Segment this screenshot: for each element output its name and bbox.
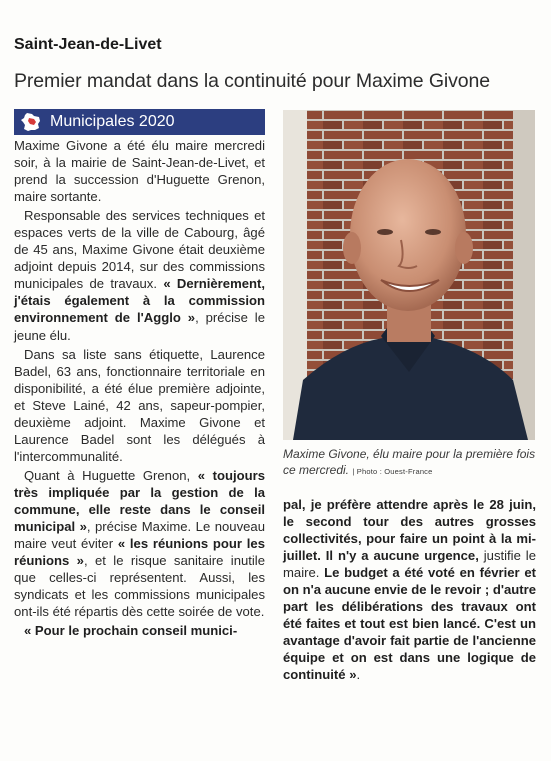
portrait-photo — [283, 110, 535, 440]
quote-grenon: « toujours très impliquée par la gestion de la commune, elle reste dans le conseil municipal » — [14, 467, 266, 535]
article-headline: Premier mandat dans la continuité pour Maxime Givone — [14, 70, 491, 92]
photo-credit: | Photo : Ouest-France — [352, 467, 433, 476]
paragraph-3: Dans sa liste sans étiquette, Laurence Badel, 63 ans, fonctionnaire territoriale en disponibilité, a été élue première adjointe, et Steve Lainé, 42 ans, sapeur-pompier, deuxième adjoint. Maxime Givone et Laurence Badel sont les délégués à l'intercommunalité. — [14, 346, 265, 464]
paragraph-5-continued: pal, je préfère attendre après le 28 juin, le second tour des autres grosses collectivités, pour faire un point à la mi-juillet. Il n'y a aucune urgence, justifie le maire. Le budget a été voté en février et on n'a aucune envie de le revoir ; d'autre part les délibérations des travaux ont été faites et tout est bien lancé. C'est un avantage d'avoir fait partie de l'ancienne équipe et on est dans une logique de continuité ». — [283, 497, 536, 683]
paragraph-5-start: « Pour le prochain conseil munici- — [24, 623, 238, 639]
paragraph-1: Maxime Givone a été élu maire mercredi soir, à la mairie de Saint-Jean-de-Livet, et prend la succession d'Huguette Grenon, maire sortante. — [14, 138, 265, 205]
rubric-label: Municipales 2020 — [50, 113, 175, 130]
portrait-illustration — [283, 110, 535, 440]
location-kicker: Saint-Jean-de-Livet — [14, 36, 162, 53]
article-column-1 — [14, 137, 265, 641]
rubric-banner — [14, 109, 265, 135]
photo-caption: Maxime Givone, élu maire pour la première fois ce mercredi. | Photo : Ouest-France — [283, 447, 536, 477]
article-column-2 — [283, 496, 536, 686]
paragraph-4: Quant à Huguette Grenon, « toujours très impliquée par la gestion de la commune, elle reste dans le conseil municipal », précise Maxime. Le nouveau maire veut éviter « les réunions pour les réunions », et le risque sanitaire inutile que celles-ci représentent. Aussi, les syndicats et les commissions municipales ont-ils été répartis dès cette soirée de vote. — [14, 467, 266, 620]
quote-agglo: « Dernièrement, j'étais également à la commission environnement de l'Agglo » — [14, 276, 265, 326]
paragraph-2: Responsable des services techniques et espaces verts de la ville de Cabourg, âgé de 45 ans, Maxime Givone était deuxième adjoint depuis 2014, sur des commissions municipales de travaux. « Dernièrement, j'étais également à la commission environnement de l'Agglo », précise le jeune élu. — [14, 208, 265, 343]
quote-reunions: « les réunions pour les réunions » — [14, 536, 265, 569]
france-map-icon — [20, 112, 42, 132]
